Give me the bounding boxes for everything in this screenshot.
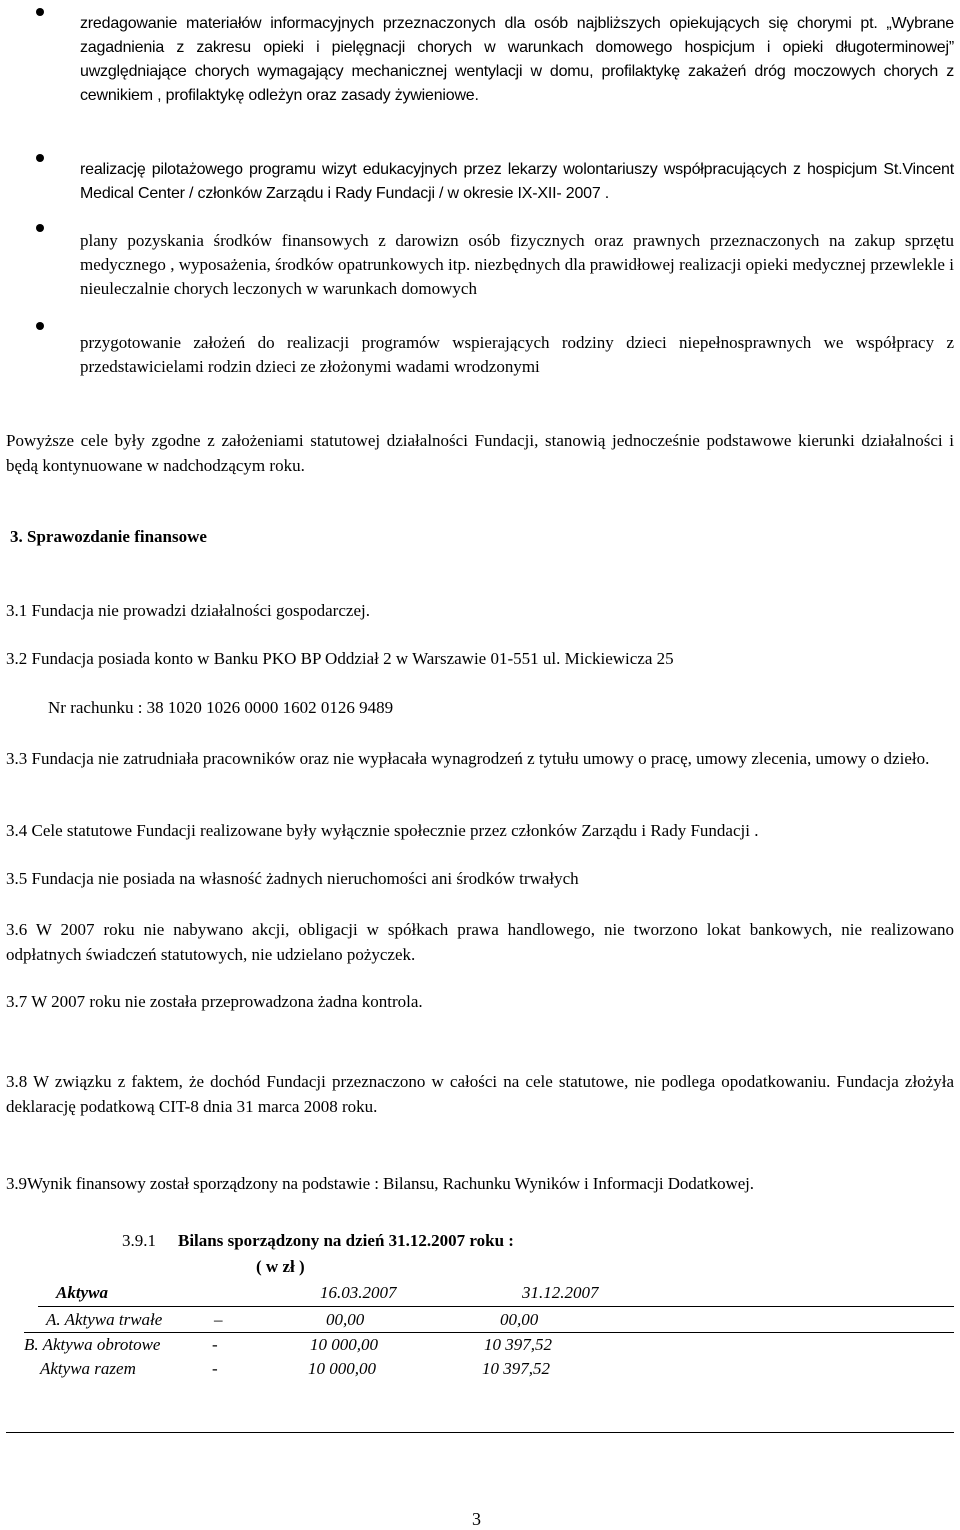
- bullet-item: plany pozyskania środków finansowych z darowizn osób fizycznych oraz prawnych przeznaczonych na zakup sprzętu medycznego , wyposażenia, środków opatrunkowych itp. niezbędnych dla prawidłowej realizacji opieki medycznej przewlekle i nieuleczalnie chorych leczonych w warunkach domowych: [80, 231, 954, 298]
- item-3-8: 3.8 W związku z faktem, że dochód Fundacji przeznaczono w całości na cele statutowe, nie podlega opodatkowaniu. Fundacja złożyła deklarację podatkową CIT-8 dnia 31 marca 2008 roku.: [6, 1072, 954, 1116]
- header-col1: 16.03.2007: [320, 1283, 397, 1302]
- item-3-9: 3.9Wynik finansowy został sporządzony na podstawie : Bilansu, Rachunku Wyników i Informacji Dodatkowej.: [6, 1174, 754, 1193]
- item-3-4: 3.4 Cele statutowe Fundacji realizowane były wyłącznie społecznie przez członków Zarządu i Rady Fundacji .: [6, 821, 759, 840]
- bullet-icon: [36, 322, 44, 330]
- row-label: Aktywa razem: [40, 1359, 136, 1378]
- section-heading: 3. Sprawozdanie finansowe: [10, 527, 207, 546]
- bullet-item: zredagowanie materiałów informacyjnych przeznaczonych dla osób najbliższych opiekujących się chorymi pt. „Wybrane zagadnienia z zakresu opieki i pielęgnacji chorych w warunkach domowego hospicjum i opieki długoterminowej” uwzględniające chorych wymagający mechanicznej wentylacji w domu, profilaktykę zakażeń dróg moczowych chorych z cewnikiem , profilaktykę odleżyn oraz zasady żywieniowe.: [80, 15, 954, 104]
- row-dash: –: [214, 1310, 223, 1329]
- row-dash: -: [212, 1335, 218, 1354]
- table-rule: [24, 1332, 954, 1333]
- row-col2: 10 397,52: [482, 1359, 550, 1378]
- row-dash: -: [212, 1359, 218, 1378]
- page-number: 3: [472, 1509, 481, 1529]
- row-col2: 10 397,52: [484, 1335, 552, 1354]
- row-label: B. Aktywa obrotowe: [24, 1335, 161, 1354]
- item-3-7: 3.7 W 2007 roku nie została przeprowadzona żadna kontrola.: [6, 992, 423, 1011]
- bullet-item: realizację pilotażowego programu wizyt edukacyjnych przez lekarzy wolontariuszy współpracujących z hospicjum St.Vincent Medical Center / członków Zarządu i Rady Fundacji / w okresie IX-XII- 2007 .: [80, 161, 954, 202]
- header-col2: 31.12.2007: [522, 1283, 599, 1302]
- row-label: A. Aktywa trwałe: [46, 1310, 163, 1329]
- item-3-6: 3.6 W 2007 roku nie nabywano akcji, obligacji w spółkach prawa handlowego, nie tworzono lokat bankowych, nie realizowano odpłatnych świadczeń statutowych, nie udzielano pożyczek.: [6, 920, 954, 964]
- item-3-2: 3.2 Fundacja posiada konto w Banku PKO BP Oddział 2 w Warszawie 01-551 ul. Mickiewicza 25: [6, 649, 674, 668]
- account-number: Nr rachunku : 38 1020 1026 0000 1602 0126 9489: [48, 698, 394, 717]
- bullet-icon: [36, 224, 44, 232]
- bullet-icon: [36, 154, 44, 162]
- table-rule: [38, 1306, 954, 1307]
- balance-title: Bilans sporządzony na dzień 31.12.2007 roku :: [178, 1231, 514, 1250]
- footer-rule: [6, 1432, 954, 1433]
- row-col2: 00,00: [500, 1310, 539, 1329]
- item-3-5: 3.5 Fundacja nie posiada na własność żadnych nieruchomości ani środków trwałych: [6, 869, 579, 888]
- row-col1: 10 000,00: [308, 1359, 376, 1378]
- item-3-1: 3.1 Fundacja nie prowadzi działalności gospodarczej.: [6, 601, 370, 620]
- bullet-icon: [36, 8, 44, 16]
- bullet-item: przygotowanie założeń do realizacji programów wspierających rodziny dzieci niepełnosprawnych we współpracy z przedstawicielami rodzin dzieci ze złożonymi wadami wrodzonymi: [80, 333, 954, 376]
- item-3-3: 3.3 Fundacja nie zatrudniała pracowników oraz nie wypłacała wynagrodzeń z tytułu umowy o pracę, umowy zlecenia, umowy o dzieło.: [6, 749, 930, 768]
- row-col1: 00,00: [326, 1310, 365, 1329]
- balance-number: 3.9.1: [122, 1231, 156, 1250]
- row-col1: 10 000,00: [310, 1335, 378, 1354]
- balance-unit: ( w zł ): [256, 1257, 305, 1276]
- header-label: Aktywa: [56, 1283, 108, 1302]
- summary-paragraph: Powyższe cele były zgodne z założeniami statutowej działalności Fundacji, stanowią jednocześnie podstawowe kierunki działalności i będą kontynuowane w nadchodzącym roku.: [6, 431, 954, 475]
